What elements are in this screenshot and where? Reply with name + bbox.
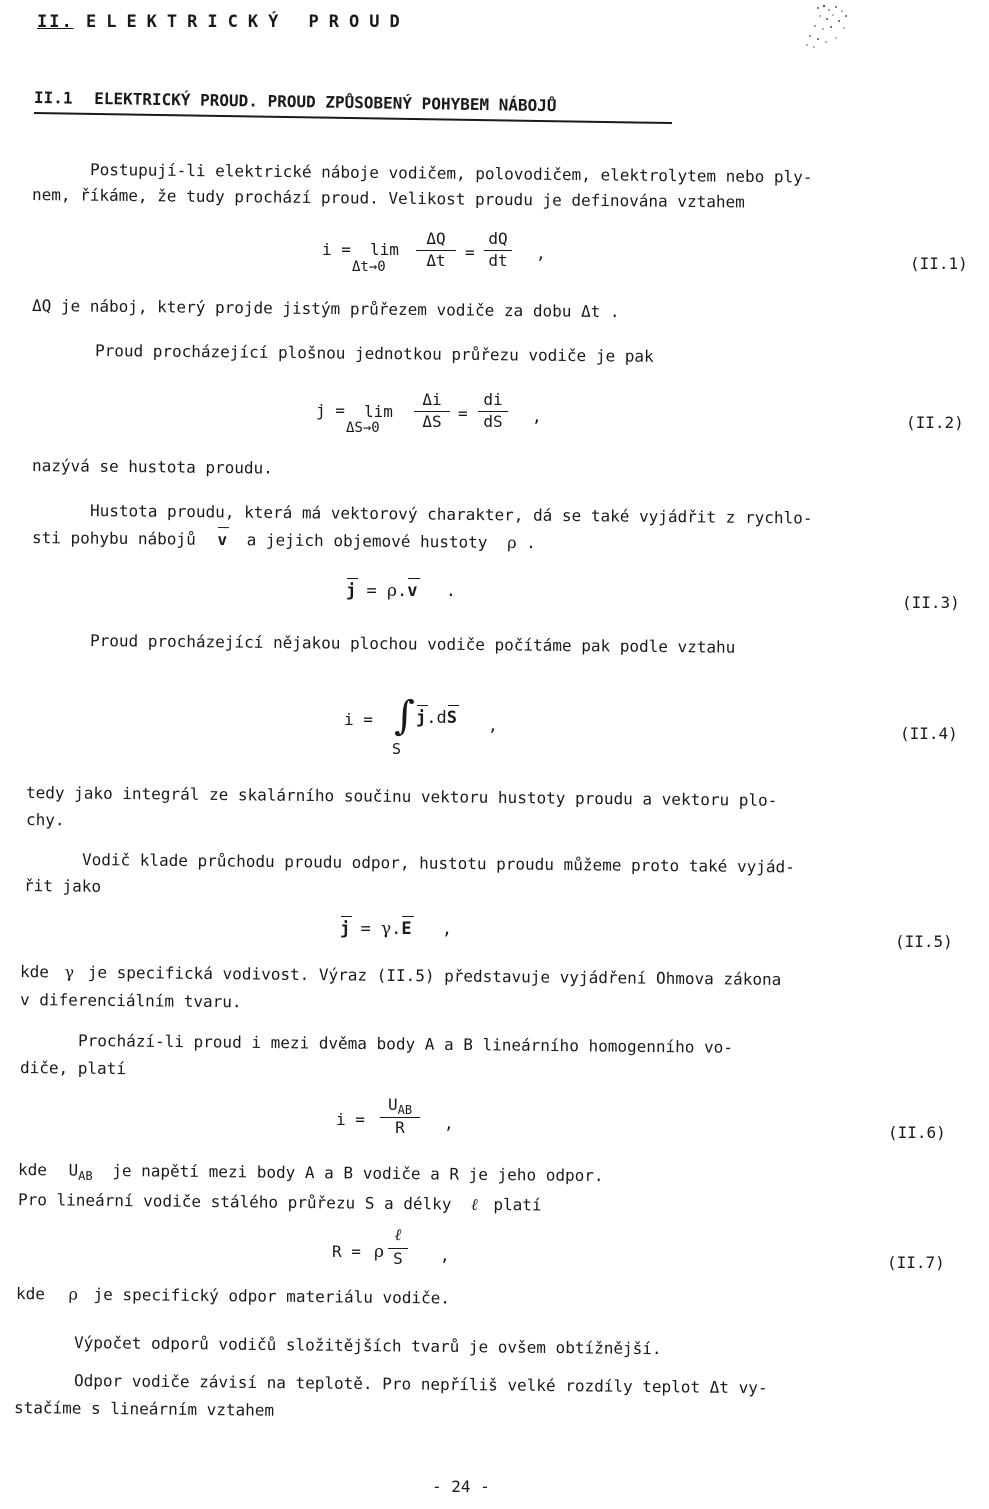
section-number: II.1 [33,88,73,108]
eq-denominator: S [393,1249,403,1268]
eq-numerator: di [483,390,503,409]
scan-noise-mark [798,2,854,50]
eq-denominator: dS [483,412,503,431]
paragraph-line: diče, platí [19,1058,127,1079]
section-heading [34,88,557,116]
paragraph-text: je napětí mezi body A a B vodiče a R je jeho odpor. [112,1160,604,1186]
paragraph-line: nem, říkáme, že tudy prochází proud. Velikost proudu je definována vztahem [31,185,745,212]
equation-number: (II.4) [900,724,958,743]
equation-number: (II.5) [895,932,953,951]
paragraph-line [18,1160,604,1191]
page-number: - 24 - [432,1477,490,1496]
gamma-symbol: γ [64,962,75,982]
rho-symbol: ρ [387,581,397,601]
eq-numerator [380,1096,420,1119]
eq-lhs: i = [344,710,373,729]
eq-comma: , [536,244,546,263]
electric-field-vector-symbol: E [401,919,412,939]
eq-fraction [416,230,456,272]
eq-lhs: i = [336,1110,365,1129]
current-density-vector-symbol: j [416,708,427,728]
chapter-heading [37,12,410,32]
current-density-vector-symbol: j [346,581,357,601]
eq-equals: = [465,243,475,262]
integral-sign: ∫ [394,693,415,739]
paragraph-line: řit jako [23,876,102,896]
current-density-vector-symbol: j [340,919,351,939]
paragraph-text: kde [17,1160,48,1180]
eq-lim-subscript: ΔS→0 [346,420,380,436]
eq-equals: = [366,581,377,601]
paragraph-text: platí [493,1194,542,1215]
paragraph-line: Proud procházející nějakou plochou vodiče počítáme pak podle vztahu [89,631,736,657]
eq-dot: .d [426,708,447,728]
eq-lim: lim [364,402,393,421]
voltage-symbol: U [387,1095,398,1114]
paragraph-text: . [526,533,536,553]
section-underline [34,112,672,124]
equation-number: (II.6) [888,1123,946,1142]
paragraph-line: tedy jako integrál ze skalárního součinu vektoru hustoty proudu a vektoru plo- [25,783,778,810]
voltage-subscript: AB [78,1168,93,1183]
equation-number: (II.3) [902,593,960,612]
gamma-symbol: γ [381,919,392,939]
eq-comma: , [444,1114,454,1133]
length-symbol: ℓ [471,1194,478,1214]
eq-denominator: ΔS [422,412,442,431]
paragraph-line [32,528,536,553]
chapter-title: ELEKTRICKÝ PROUD [85,12,410,32]
paragraph-line: chy. [25,810,65,830]
eq-denominator: R [395,1118,405,1137]
velocity-vector-symbol: v [217,529,228,550]
equation-number: (II.1) [910,254,968,273]
paragraph-line: Vodič klade průchodu proudu odpor, hustotu proudu můžeme proto také vyjád- [81,850,795,877]
eq-lim: lim [370,240,399,259]
eq-fraction [478,391,508,433]
paragraph-line: Prochází-li proud i mezi dvěma body A a B lineárního homogenního vo- [77,1031,734,1057]
paragraph-line: nazývá se hustota proudu. [31,456,273,478]
eq-numerator: ℓ [394,1225,402,1244]
paragraph-line: Hustota proudu, která má vektorový charakter, dá se také vyjádřit z rychlo- [89,501,813,528]
paragraph-text: a jejich objemové hustoty [246,530,488,552]
section-title: ELEKTRICKÝ PROUD. PROUD ZPŮSOBENÝ POHYBEM NÁBOJŮ [94,88,557,116]
paragraph-line: ΔQ je náboj, který projde jistým průřezem vodiče za dobu Δt . [31,296,620,322]
rho-symbol: ρ [374,1242,384,1262]
equation-number: (II.2) [906,413,964,432]
rho-symbol: ρ [68,1284,79,1304]
eq-lim-subscript: Δt→0 [352,259,386,275]
eq-fraction [414,391,450,433]
area-vector-symbol: S [446,708,457,728]
eq-denominator: dt [488,251,508,270]
paragraph-line [20,962,781,990]
rho-symbol: ρ [507,532,517,553]
paragraph-text: je specifický odpor materiálu vodiče. [93,1284,451,1308]
voltage-symbol [68,1160,93,1183]
eq-equals: = [360,919,371,939]
voltage-letter: U [68,1160,79,1180]
eq-lhs: R = [332,1242,361,1261]
voltage-subscript: AB [397,1103,413,1118]
paragraph-line [18,1190,542,1215]
eq-denominator: Δt [426,251,446,270]
eq-fraction [484,230,512,272]
eq-period: . [445,581,456,601]
paragraph-line: v diferenciálním tvaru. [19,990,242,1012]
eq-dot: . [397,581,408,601]
eq-comma: , [441,919,453,939]
integral-subscript: S [392,740,402,758]
eq-content [346,581,456,601]
eq-dot: . [391,919,402,939]
eq-comma: , [488,716,498,735]
eq-comma: , [532,407,542,426]
eq-numerator: Δi [422,390,442,409]
paragraph-text: kde [15,1284,46,1304]
paragraph-line: Proud procházející plošnou jednotkou průřezu vodiče je pak [94,341,654,366]
paragraph-line: stačíme s lineárním vztahem [13,1398,275,1420]
paragraph-line: Výpočet odporů vodičů složitějších tvarů je ovšem obtížnější. [73,1333,662,1359]
paragraph-text: Pro lineární vodiče stálého průřezu S a délky [17,1190,452,1214]
eq-fraction [380,1096,420,1140]
paragraph-text: kde [19,962,50,982]
paragraph-line: Odpor vodiče závisí na teplotě. Pro nepříliš velké rozdíly teplot Δt vy- [73,1371,768,1398]
eq-fraction [388,1226,408,1272]
equation-number: (II.7) [887,1253,945,1272]
eq-lhs: j = [316,401,345,420]
paragraph-line [16,1284,450,1309]
eq-equals: = [458,404,468,423]
eq-content [416,708,457,728]
paragraph-line: Postupují-li elektrické náboje vodičem, polovodičem, elektrolytem nebo ply- [89,160,813,187]
paragraph-text: je specifická vodivost. Výraz (II.5) představuje vyjádření Ohmova zákona [87,962,782,989]
chapter-number: II. [37,12,74,32]
velocity-vector-symbol: v [407,581,418,601]
eq-numerator: dQ [488,229,508,248]
eq-numerator: ΔQ [426,229,446,248]
paragraph-text: sti pohybu nábojů [31,528,196,549]
eq-comma: , [440,1246,450,1265]
eq-content [340,919,452,939]
eq-lhs: i = [322,240,351,259]
